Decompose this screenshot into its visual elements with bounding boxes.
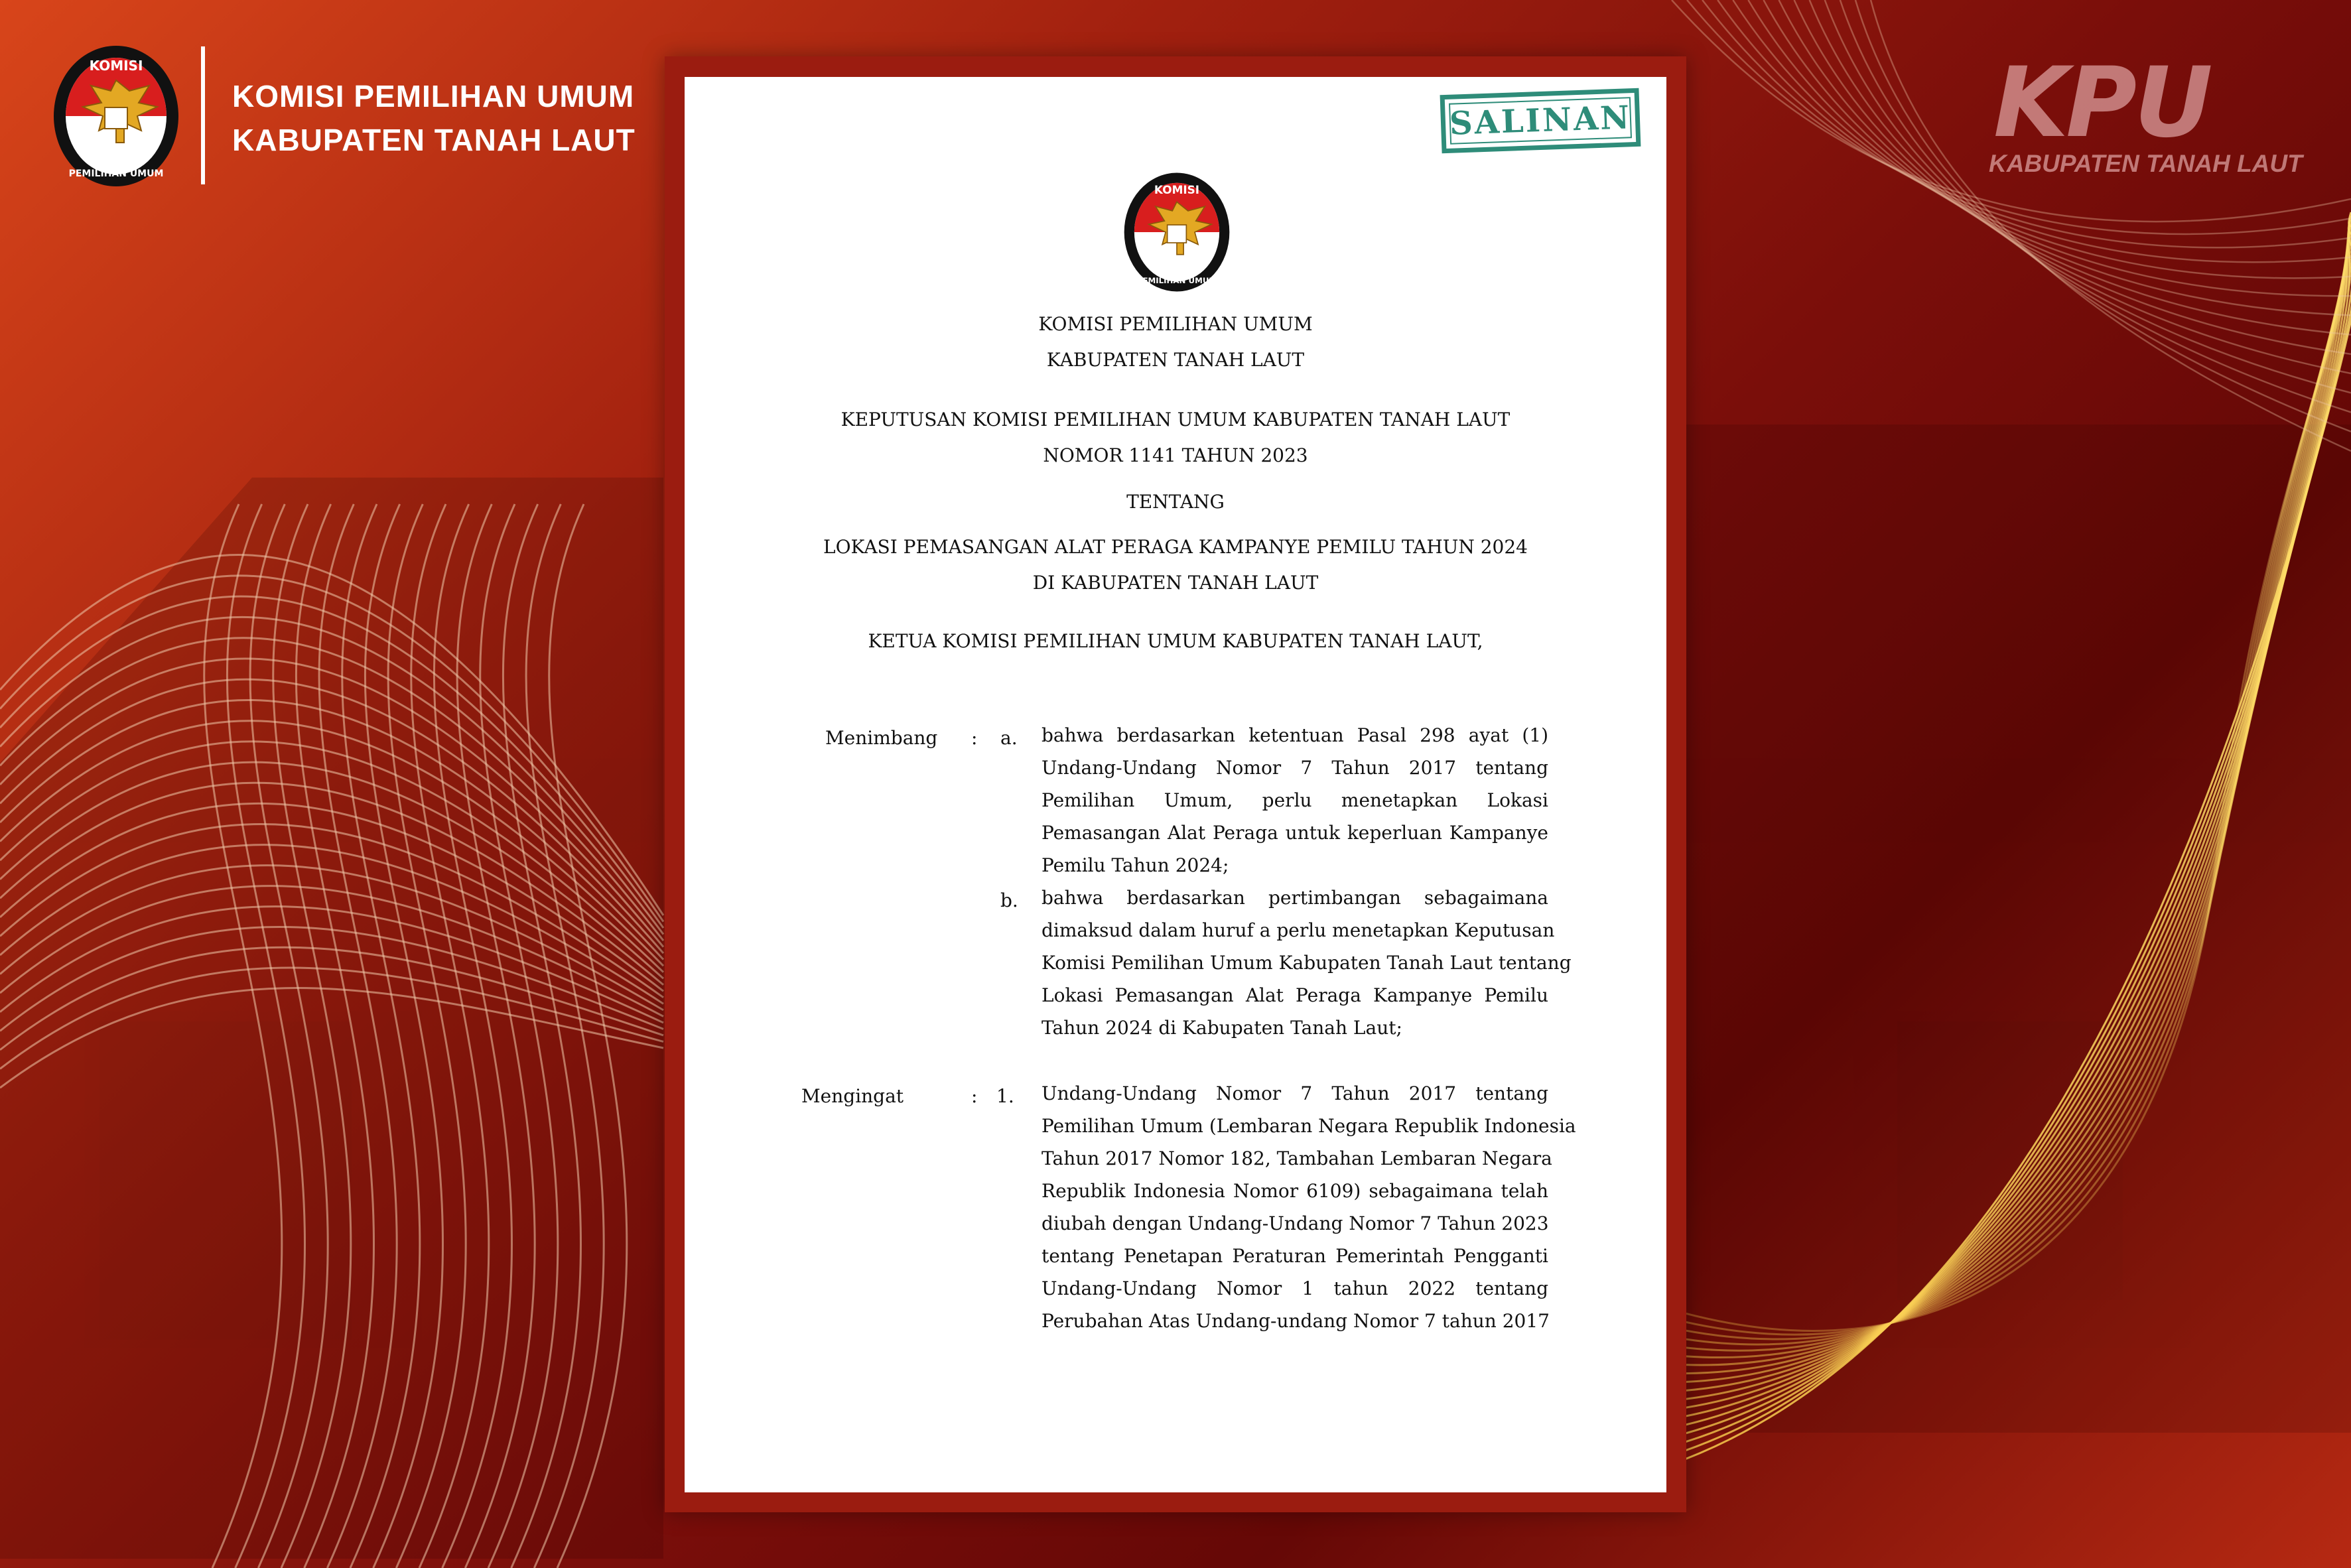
text-line: Pemilihan Umum (Lembaran Negara Republik Indonesia [1041, 1115, 1576, 1137]
salinan-stamp: SALINAN [1440, 88, 1641, 153]
svg-text:PEMILIHAN UMUM: PEMILIHAN UMUM [68, 168, 164, 179]
menimbang-label: Menimbang [825, 727, 938, 749]
text-line: Komisi Pemilihan Umum Kabupaten Tanah Laut tentang [1041, 952, 1572, 974]
mengingat-1-text [1041, 1077, 1576, 1337]
text-line: Tahun 2024 di Kabupaten Tanah Laut; [1041, 1017, 1402, 1039]
mengingat-colon: : [971, 1085, 978, 1107]
text-line: Undang-Undang Nomor 7 Tahun 2017 tentang [1041, 1082, 1548, 1104]
decree-chair: KETUA KOMISI PEMILIHAN UMUM KABUPATEN TANAH LAUT, [868, 630, 1483, 652]
menimbang-a-marker: a. [1000, 727, 1018, 749]
mengingat-1-marker: 1. [996, 1085, 1014, 1107]
mengingat-label: Mengingat [801, 1085, 904, 1107]
text-line: Pemilu Tahun 2024; [1041, 854, 1229, 876]
header-org-line2: KABUPATEN TANAH LAUT [232, 123, 636, 157]
svg-text:KOMISI: KOMISI [89, 58, 143, 74]
text-line: Tahun 2017 Nomor 182, Tambahan Lembaran Negara [1041, 1147, 1552, 1169]
menimbang-b-marker: b. [1000, 889, 1018, 911]
header-org-line1: KOMISI PEMILIHAN UMUM [232, 79, 635, 113]
text-line: dimaksud dalam huruf a perlu menetapkan Keputusan [1041, 919, 1555, 941]
doc-org-line2: KABUPATEN TANAH LAUT [1046, 349, 1305, 371]
text-line: bahwa berdasarkan ketentuan Pasal 298 ayat (1) [1041, 724, 1548, 746]
decree-title-line1: KEPUTUSAN KOMISI PEMILIHAN UMUM KABUPATEN TANAH LAUT [840, 409, 1511, 430]
text-line: tentang Penetapan Peraturan Pemerintah Pengganti [1041, 1245, 1548, 1267]
decree-title-line2: NOMOR 1141 TAHUN 2023 [1043, 444, 1308, 466]
menimbang-b-text [1041, 882, 1572, 1044]
text-line: Republik Indonesia Nomor 6109) sebagaimana telah [1041, 1180, 1548, 1202]
text-line: diubah dengan Undang-Undang Nomor 7 Tahun 2023 [1041, 1212, 1549, 1234]
decree-subject-line1: LOKASI PEMASANGAN ALAT PERAGA KAMPANYE PEMILU TAHUN 2024 [823, 536, 1528, 558]
text-line: bahwa berdasarkan pertimbangan sebagaimana [1041, 887, 1548, 909]
menimbang-a-text [1041, 719, 1548, 882]
text-line: Undang-Undang Nomor 7 Tahun 2017 tentang [1041, 757, 1548, 779]
header-divider [201, 46, 205, 184]
svg-text:KOMISI: KOMISI [1154, 182, 1200, 196]
text-line: Pemasangan Alat Peraga untuk keperluan Kampanye [1041, 822, 1548, 844]
text-line: Lokasi Pemasangan Alat Peraga Kampanye Pemilu [1041, 984, 1548, 1006]
svg-text:PEMILIHAN UMUM: PEMILIHAN UMUM [1136, 275, 1217, 285]
menimbang-colon: : [971, 727, 978, 749]
decree-subject-line2: DI KABUPATEN TANAH LAUT [1032, 572, 1319, 594]
document-kpu-logo [1122, 171, 1231, 293]
document-page [685, 77, 1666, 1492]
brand-wordmark: KPU [1993, 46, 2210, 159]
doc-org-line1: KOMISI PEMILIHAN UMUM [1038, 313, 1313, 335]
header-org-name [232, 74, 636, 162]
text-line: Undang-Undang Nomor 1 tahun 2022 tentang [1041, 1277, 1548, 1299]
kpu-logo [52, 44, 180, 188]
text-line: Pemilihan Umum, perlu menetapkan Lokasi [1041, 789, 1548, 811]
decree-about: TENTANG [1126, 491, 1225, 513]
text-line: Perubahan Atas Undang-undang Nomor 7 tahun 2017 [1041, 1310, 1550, 1332]
brand-subtitle: KABUPATEN TANAH LAUT [1989, 150, 2303, 177]
